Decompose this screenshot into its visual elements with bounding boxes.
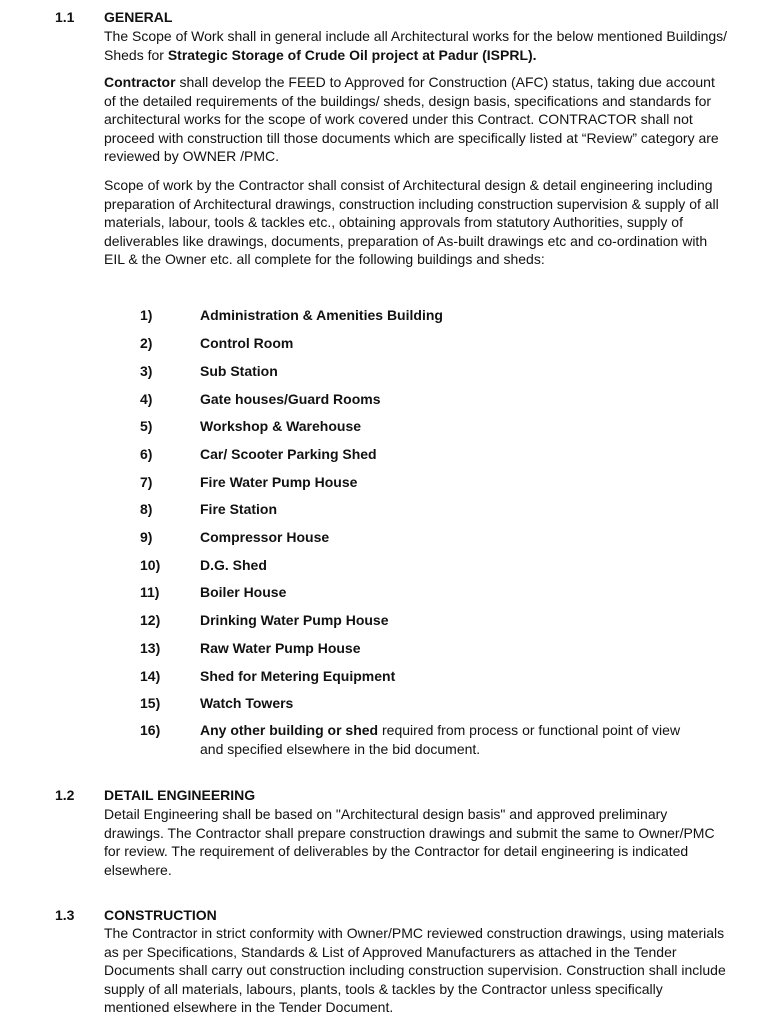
general-paragraph-2-text: shall develop the FEED to Approved for Construction (AFC) status, taking due account of the detailed requirements of the buildings/ sheds, design basis, specifications and standards for architectural works for the scope of work covered under this Contract. CONTRACTOR shall not proceed with construction till those documents which are specifically listed at “Review” category are reviewed by OWNER /PMC. <box>104 74 719 165</box>
list-item-label: Car/ Scooter Parking Shed <box>200 446 377 462</box>
list-item-label: Drinking Water Pump House <box>200 612 389 628</box>
list-item <box>0 500 768 520</box>
list-item-label: Fire Station <box>200 501 278 517</box>
section-number-construction: 1.3 <box>55 907 75 923</box>
construction-paragraph: The Contractor in strict conformity with Owner/PMC reviewed construction drawings, using materials as per Specifications, Standards & List of Approved Manufacturers as attached in the Tender Documents shall carry out construction including construction supervision. Construction shall include supply of all materials, labours, plants, tools & tackles by the Contractor unless specifically mentioned elsewhere in the Tender Document. <box>104 925 726 1016</box>
list-item-rest: required from process or functional point of view <box>378 722 681 738</box>
general-paragraph-1-text: The Scope of Work shall in general include all Architectural works for the below mentioned Buildings/ Sheds for <box>104 28 728 63</box>
list-item-number: 15) <box>140 695 161 711</box>
list-item <box>0 667 768 687</box>
list-item <box>0 583 768 603</box>
list-item-number: 6) <box>140 446 153 462</box>
list-item <box>0 473 768 493</box>
list-item <box>0 639 768 659</box>
list-item-number: 11) <box>140 584 160 600</box>
list-item-label: Raw Water Pump House <box>200 640 361 656</box>
section-number-general: 1.1 <box>55 9 75 25</box>
list-item-number: 2) <box>140 335 153 351</box>
list-item-number: 9) <box>140 529 153 545</box>
list-item-number: 5) <box>140 418 153 434</box>
contractor-term: Contractor <box>104 74 176 90</box>
general-paragraph-3: Scope of work by the Contractor shall consist of Architectural design & detail engineering including preparation of Architectural drawings, construction including construction supervision & supply of all materials, labour, tools & tackles etc., obtaining approvals from statutory Authorities, supply of deliverables like drawings, documents, preparation of As-built drawings etc and co-ordination with EIL & the Owner etc. all complete for the following buildings and sheds: <box>104 177 719 268</box>
list-item-number: 3) <box>140 363 153 379</box>
list-item-label: Control Room <box>200 335 294 351</box>
list-item <box>0 611 768 631</box>
general-paragraph-1 <box>104 27 729 64</box>
list-item-number: 8) <box>140 501 153 517</box>
list-item-number: 4) <box>140 391 153 407</box>
detail-engineering-paragraph: Detail Engineering shall be based on "Architectural design basis" and approved preliminary drawings. The Contractor shall prepare construction drawings and submit the same to Owner/PMC for review. The requirement of deliverables by the Contractor for detail engineering is indicated elsewhere. <box>104 806 715 878</box>
list-item-number: 16) <box>140 722 161 738</box>
list-item-continuation: and specified elsewhere in the bid document. <box>200 741 481 757</box>
list-item-label: Administration & Amenities Building <box>200 307 443 323</box>
general-paragraph-2 <box>104 73 729 166</box>
list-item-label: Watch Towers <box>200 695 294 711</box>
list-item <box>0 362 768 382</box>
section-title-general: GENERAL <box>104 9 173 25</box>
list-item <box>0 694 768 714</box>
list-item-label: Workshop & Warehouse <box>200 418 362 434</box>
list-item-label: Fire Water Pump House <box>200 474 358 490</box>
list-item <box>0 556 768 576</box>
list-item-number: 10) <box>140 557 161 573</box>
list-item-label: Boiler House <box>200 584 287 600</box>
list-item <box>0 390 768 410</box>
list-item-number: 1) <box>140 307 153 323</box>
section-title-detail-engineering: DETAIL ENGINEERING <box>104 787 256 803</box>
list-item <box>0 445 768 465</box>
section-number-detail-engineering: 1.2 <box>55 787 75 803</box>
list-item <box>0 334 768 354</box>
list-item <box>0 417 768 437</box>
list-item <box>0 528 768 548</box>
list-item-number: 14) <box>140 668 161 684</box>
project-name: Strategic Storage of Crude Oil project at Padur (ISPRL). <box>167 46 537 63</box>
list-item-label <box>200 721 730 739</box>
list-item <box>0 306 768 326</box>
list-item-number: 7) <box>140 474 153 490</box>
list-item-label: Compressor House <box>200 529 330 545</box>
section-title-construction: CONSTRUCTION <box>104 907 217 923</box>
list-item-bold-label: Any other building or shed <box>200 722 379 738</box>
list-item-label: Sub Station <box>200 363 278 379</box>
list-item-number: 13) <box>140 640 161 656</box>
list-item <box>0 721 768 741</box>
list-item-number: 12) <box>140 612 161 628</box>
list-item-label: Gate houses/Guard Rooms <box>200 391 381 407</box>
list-item-label: Shed for Metering Equipment <box>200 668 396 684</box>
list-item-label: D.G. Shed <box>200 557 267 573</box>
